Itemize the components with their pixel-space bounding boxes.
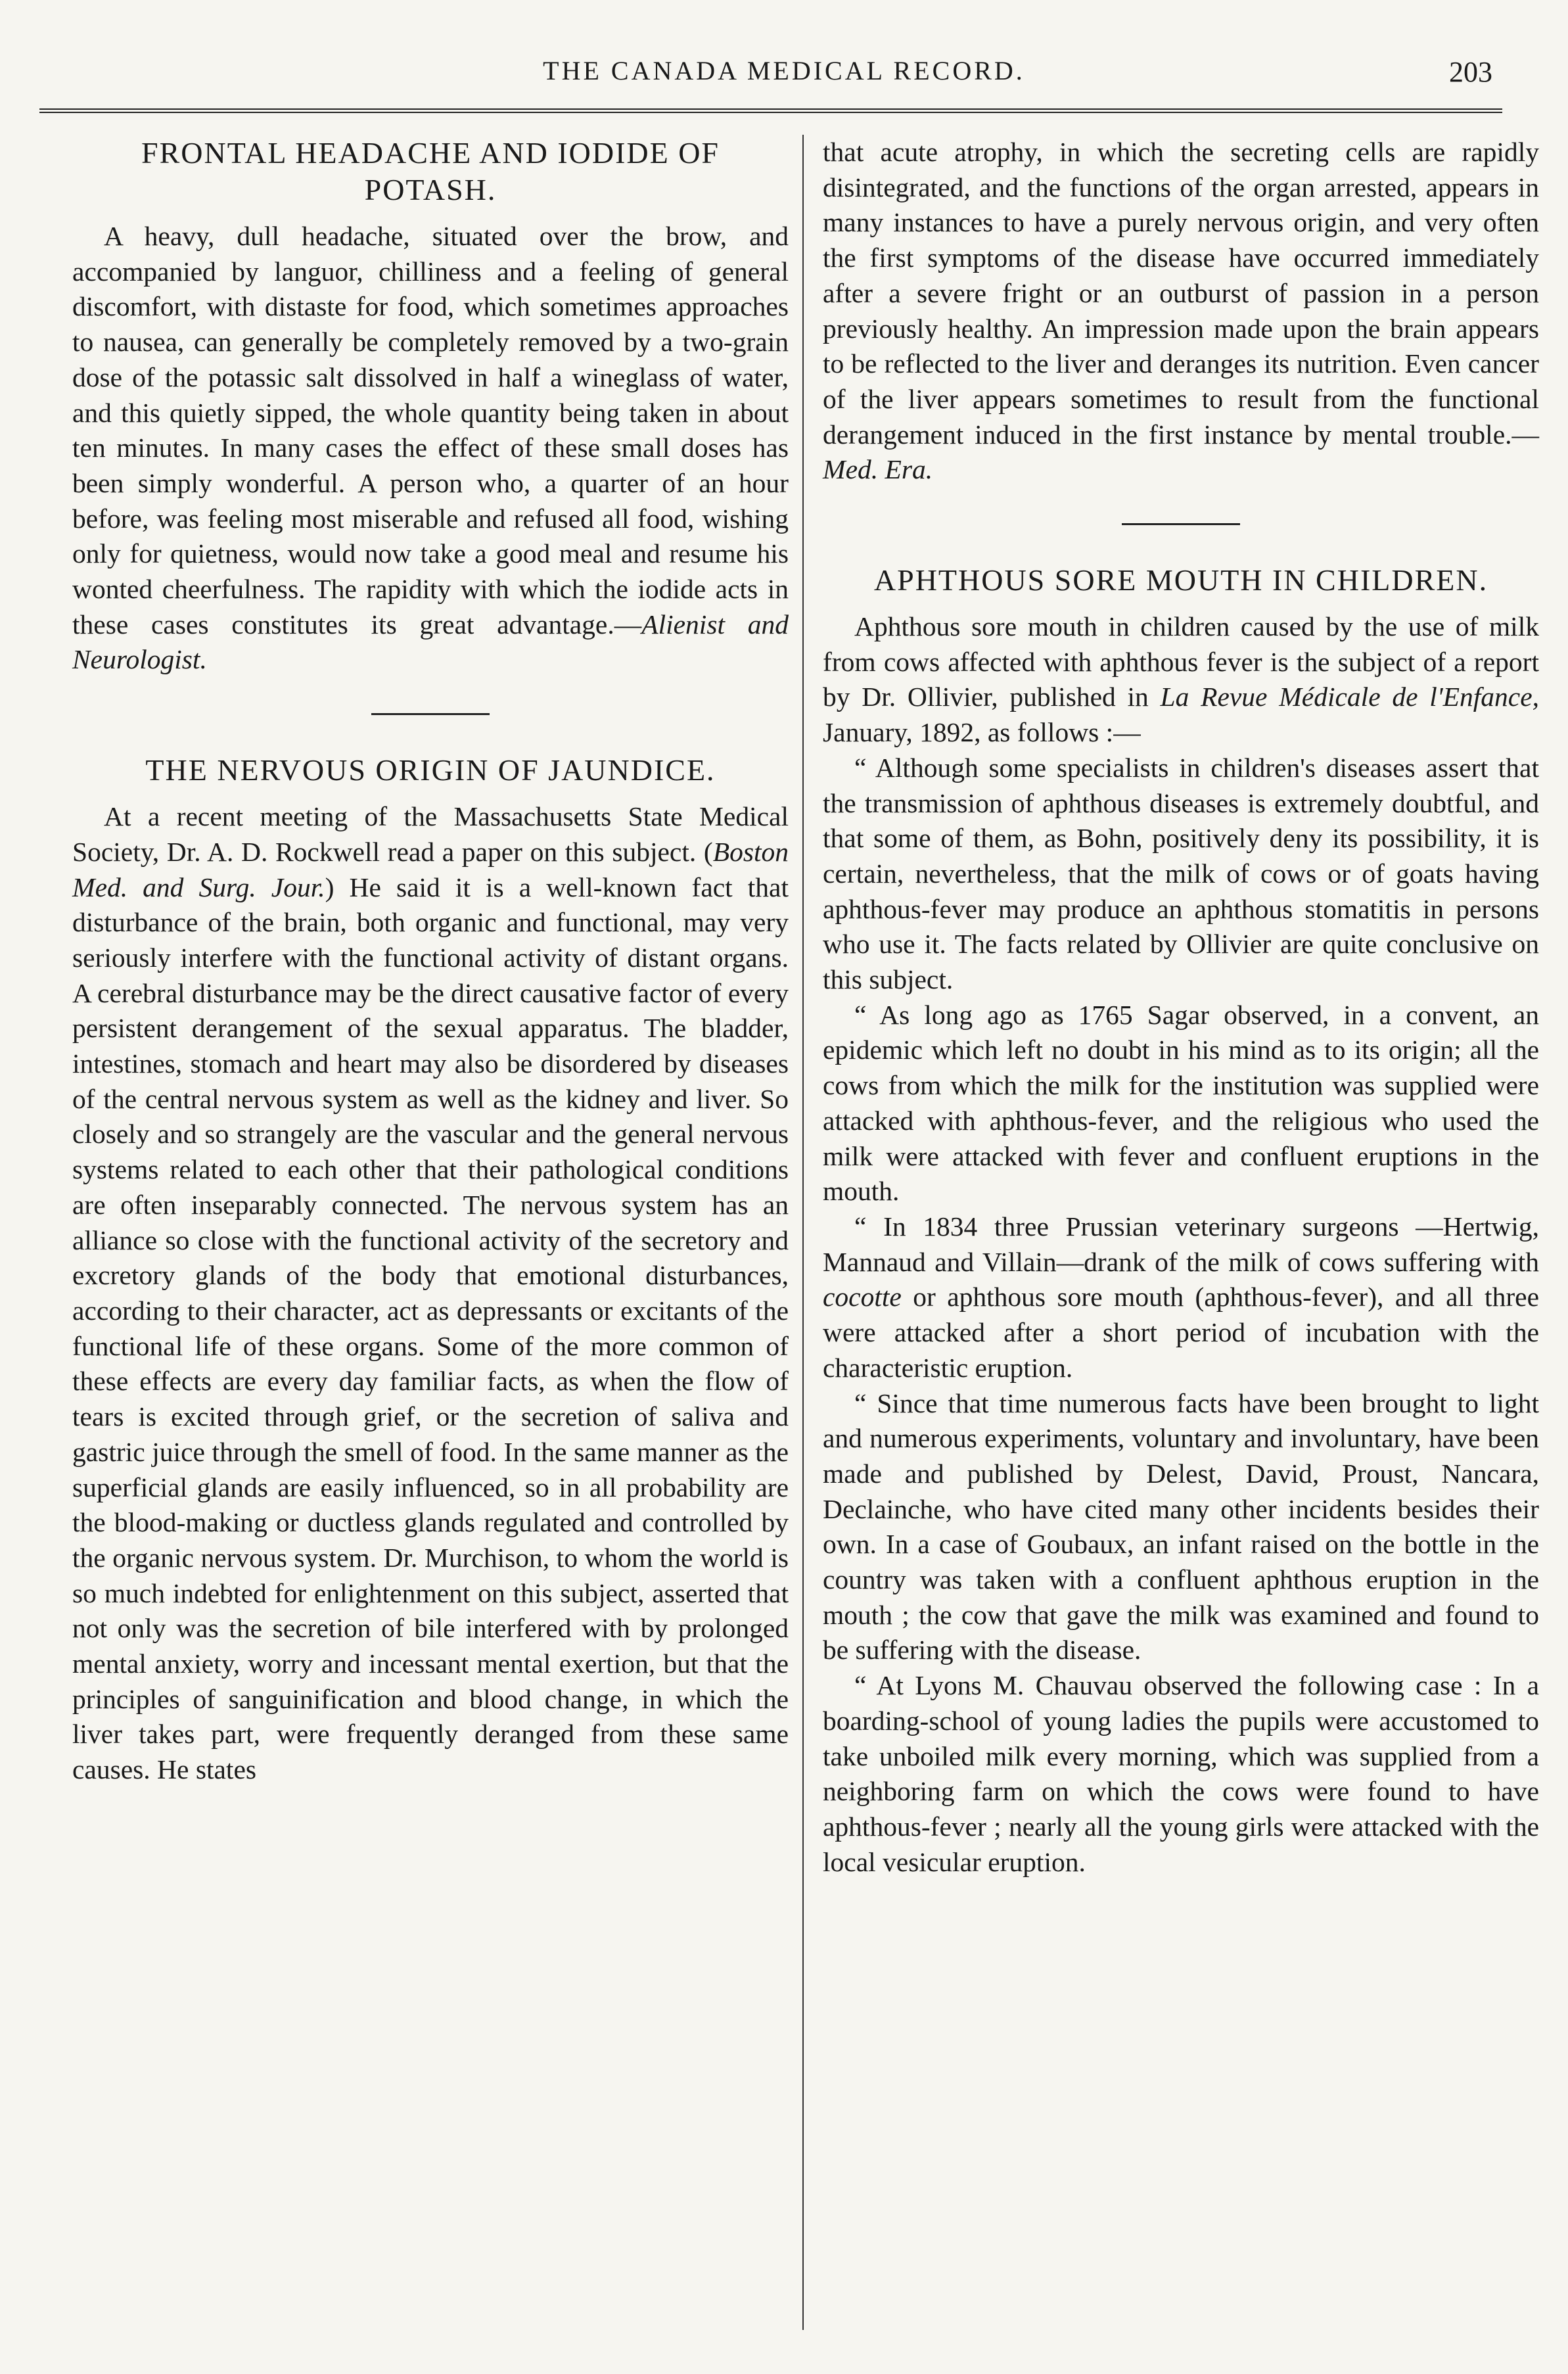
aphthous-intro-journal: La Revue Médicale de l'Enfance, [1160, 682, 1540, 712]
jaundice-text-start: At a recent meeting of the Massachusetts State Medical Society, Dr. A. D. Rockwell read a paper on this subject. ( [72, 801, 789, 867]
left-column [72, 135, 789, 2348]
right-column [823, 135, 1539, 2348]
aphthous-paragraph: “ Although some specialists in children's diseases assert that the transmission of aphthous diseases is extremely doubtful, and that some of them, as Bohn, positively deny its possibility, it is certain, nevertheless, that the milk of cows or of goats having aphthous-fever may produce an aphthous stomatitis in persons who use it. The facts related by Ollivier are quite conclusive on this subject. [823, 752, 1539, 995]
aphthous-paragraph: “ Since that time numerous facts have been brought to light and numerous experiments, voluntary and involuntary, have been made and published by Delest, David, Proust, Nancara, Declainche, who have cited many other incidents besides their own. In a case of Goubaux, an infant raised on the bottle in the country was taken with a confluent aphthous eruption in the mouth ; the cow that gave the milk was examined and found to be suffering with the disease. [823, 1387, 1539, 1665]
aphthous-paragraph: “ As long ago as 1765 Sagar observed, in a convent, an epidemic which left no doubt in his mind as to its origin; all the cows from which the milk for the institution was supplied were attacked with aphthous-fever, and the religious who used the milk were attacked with fever and confluent eruptions in the mouth. [823, 999, 1539, 1207]
article-title-jaundice: THE NERVOUS ORIGIN OF JAUNDICE. [145, 753, 716, 787]
section-divider [1122, 523, 1240, 525]
aphthous-intro-date: January, 1892, as follows :— [823, 717, 1141, 748]
jaundice-continuation-citation: Med. Era. [823, 454, 933, 485]
jaundice-continuation-text: that acute atrophy, in which the secreting cells are rapidly disintegrated, and the functions of the organ arrested, appears in many instances to have a purely nervous origin, and very often the first symptoms of the disease have occurred immediately after a severe fright or an outburst of passion in a person previously healthy. An impression made upon the brain appears to be reflected to the liver and deranges its nutrition. Even cancer of the liver appears sometimes to result from the functional derangement induced in the first instance by mental trouble.— [823, 137, 1539, 450]
section-divider [371, 713, 490, 715]
headache-text: A heavy, dull headache, situated over the brow, and accompanied by languor, chilliness and a feeling of general discomfort, with distaste for food, which sometimes approaches to nausea, can generally be completely removed by a two-grain dose of the potassic salt dissolved in half a wineglass of water, and this quietly sipped, the whole quantity being taken in about ten minutes. In many cases the effect of these small doses has been simply wonderful. A person who, a quarter of an hour before, was feeling most miserable and refused all food, wishing only for quietness, would now take a good meal and resume his wonted cheerfulness. The rapidity with which the iodide acts in these cases constitutes its great advantage.— [72, 221, 789, 640]
article-title-headache: FRONTAL HEADACHE AND IODIDE OF POTASH. [141, 136, 720, 206]
article-title-aphthous: APHTHOUS SORE MOUTH IN CHILDREN. [873, 563, 1488, 597]
aphthous-p3-term: cocotte [823, 1282, 902, 1313]
header-rule [39, 108, 1502, 113]
jaundice-source-citation: Boston Med. and Surg. Jour. [72, 836, 789, 902]
aphthous-paragraph: “ At Lyons M. Chauvau observed the following case : In a boarding-school of young ladies the pupils were accustomed to take unboiled milk every morning, which was supplied from a neighboring farm on which the cows were found to have aphthous-fever ; nearly all the young girls were attacked with the local vesicular eruption. [823, 1670, 1539, 1877]
aphthous-paragraph [823, 1209, 1539, 1386]
running-head [0, 55, 1568, 95]
aphthous-intro-text: Aphthous sore mouth in children caused by the use of milk from cows affected with aphthous fever is the subject of a report by Dr. Ollivier, published in [823, 611, 1539, 712]
headache-citation: Alienist and Neurologist. [72, 609, 789, 675]
aphthous-intro [823, 609, 1539, 751]
column-divider [802, 135, 804, 2330]
aphthous-p3-rest: or aphthous sore mouth (aphthous-fever), and all three were attacked after a short period of incubation with the characteristic eruption. [823, 1282, 1539, 1383]
jaundice-text-rest: ) He said it is a well-known fact that disturbance of the brain, both organic and functional, may very seriously interfere with the functional activity of distant organs. A cerebral disturbance may be the direct causative factor of every persistent derangement of the sexual apparatus. The bladder, intestines, stomach and heart may also be disordered by diseases of the central nervous system as well as the kidney and liver. So closely and so strangely are the vascular and the general nervous systems related to each other that their pathological conditions are often inseparably connected. The nervous system has an alliance so close with the functional activity of the secretory and excretory glands of the body that emotional disturbances, according to their character, act as depressants or excitants of the functional life of these organs. Some of the more common of these effects are every day familiar facts, as when the flow of tears is excited through grief, or the secretion of saliva and gastric juice through the smell of food. In the same manner as the superficial glands are easily influenced, so in all probability are the blood-making or ductless glands regulated and controlled by the organic nervous system. Dr. Murchison, to whom the world is so much indebted for enlightenment on this subject, asserted that not only was the secretion of bile interfered with by prolonged mental anxiety, worry and incessant mental exertion, but that the principles of sanguinification and blood change, in which the liver takes part, were frequently deranged from these same causes. He states [72, 872, 789, 1785]
aphthous-p3-text: “ In 1834 three Prussian veterinary surgeons —Hertwig, Mannaud and Villain—drank of the milk of cows suffering with [823, 1211, 1539, 1277]
article-body-jaundice [72, 799, 789, 1788]
article-body-headache [72, 219, 789, 678]
journal-title: THE CANADA MEDICAL RECORD. [543, 56, 1025, 85]
page-number: 203 [1449, 56, 1492, 88]
jaundice-continuation [823, 135, 1539, 488]
